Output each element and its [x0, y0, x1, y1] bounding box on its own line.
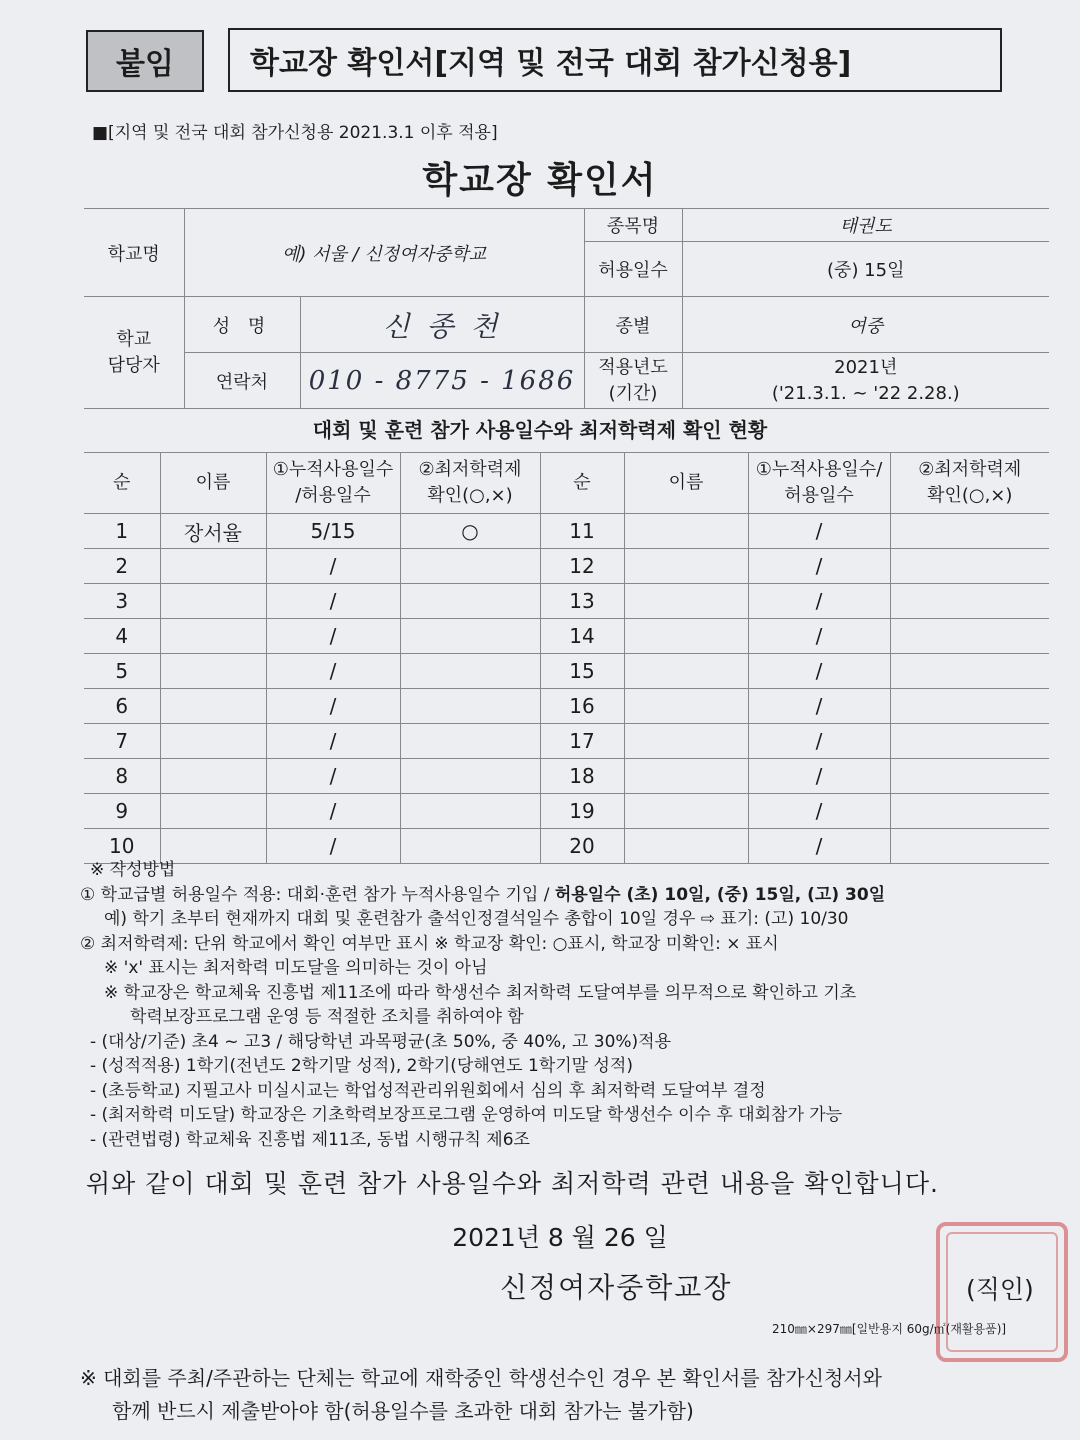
- cell-check: [400, 689, 540, 724]
- cell-name: [624, 514, 748, 549]
- notes-heading: ※ 작성방법: [90, 860, 176, 880]
- cell-no: 14: [540, 619, 624, 654]
- cell-no: 10: [84, 829, 160, 864]
- type-label: 종별: [584, 297, 682, 353]
- type-value: 여중: [682, 297, 1049, 353]
- cell-days: /: [266, 689, 400, 724]
- header-no-right: 순: [540, 453, 624, 514]
- cell-name: [160, 759, 266, 794]
- cell-days: /: [266, 654, 400, 689]
- cell-days: /: [748, 549, 890, 584]
- header-days-right: ①누적사용일수/ 허용일수: [748, 453, 890, 514]
- cell-no: 12: [540, 549, 624, 584]
- cell-no: 11: [540, 514, 624, 549]
- contact-value-handwritten: 010 - 8775 - 1686: [300, 353, 584, 409]
- year-label: 적용년도 (기간): [584, 353, 682, 409]
- paper-spec: 210㎜×297㎜[일반용지 60g/㎡(재활용품)]: [772, 1322, 1007, 1336]
- entries-table: [84, 452, 1049, 864]
- cell-name: [160, 549, 266, 584]
- cell-days: /: [266, 759, 400, 794]
- cell-days: /: [748, 724, 890, 759]
- cell-no: 3: [84, 584, 160, 619]
- note-min-academic: ② 최저학력제: 단위 학교에서 확인 여부만 표시 ※ 학교장 확인: ○표시, 학교장 미확인: × 표시: [80, 933, 779, 954]
- note-x-meaning: ※ 'x' 표시는 최저학력 미도달을 의미하는 것이 아님: [104, 958, 488, 978]
- cell-no: 2: [84, 549, 160, 584]
- cell-no: 5: [84, 654, 160, 689]
- table-row: [84, 584, 1049, 619]
- cell-days: /: [266, 549, 400, 584]
- detail-not-reached: - (최저학력 미도달) 학교장은 기초학력보장프로그램 운영하여 미도달 학생선수 이수 후 대회참가 가능: [90, 1105, 843, 1125]
- detail-target: - (대상/기준) 초4 ~ 고3 / 해당학년 과목평균(초 50%, 중 40%, 고 30%)적용: [90, 1031, 672, 1052]
- table-row: [84, 689, 1049, 724]
- cell-days: /: [266, 724, 400, 759]
- footer-line-1: ※ 대회를 주최/주관하는 단체는 학교에 재학중인 학생선수인 경우 본 확인서를 참가신청서와: [80, 1366, 882, 1390]
- table-row: [84, 514, 1049, 549]
- cell-check: [890, 584, 1049, 619]
- header-check-right: ②최저학력제 확인(○,×): [890, 453, 1049, 514]
- cell-check: ○: [400, 514, 540, 549]
- cell-check: [890, 759, 1049, 794]
- header-check: ②최저학력제 확인(○,×): [400, 453, 540, 514]
- cell-no: 1: [84, 514, 160, 549]
- cell-check: [890, 794, 1049, 829]
- cell-days: /: [748, 759, 890, 794]
- cell-no: 17: [540, 724, 624, 759]
- cell-days: /: [748, 689, 890, 724]
- cell-name: [160, 619, 266, 654]
- confirmation-statement: 위와 같이 대회 및 훈련 참가 사용일수와 최저학력 관련 내용을 확인합니다.: [86, 1169, 939, 1198]
- cell-check: [890, 549, 1049, 584]
- section-title: 대회 및 훈련 참가 사용일수와 최저학력제 확인 현황: [312, 418, 768, 442]
- cell-name: [160, 794, 266, 829]
- cell-name: [160, 654, 266, 689]
- cell-name: [160, 724, 266, 759]
- cell-name: [624, 794, 748, 829]
- detail-elementary: - (초등학교) 지필고사 미실시교는 학업성적관리위원회에서 심의 후 최저학력 도달여부 결정: [90, 1080, 766, 1101]
- cell-name: [624, 654, 748, 689]
- cell-no: 8: [84, 759, 160, 794]
- cell-check: [890, 619, 1049, 654]
- table-row: [84, 794, 1049, 829]
- note-principal-duty-cont: 학력보장프로그램 운영 등 적절한 조치를 취하여야 함: [130, 1007, 524, 1027]
- cell-no: 7: [84, 724, 160, 759]
- info-table: [84, 208, 1049, 409]
- cell-check: [890, 654, 1049, 689]
- footer-line-2: 함께 반드시 제출받아야 함(허용일수를 초과한 대회 참가는 불가함): [112, 1399, 694, 1423]
- header-days: ①누적사용일수 /허용일수: [266, 453, 400, 514]
- apply-note: ■[지역 및 전국 대회 참가신청용 2021.3.1 이후 적용]: [92, 123, 498, 143]
- staff-label: 학교 담당자: [84, 297, 184, 409]
- cell-no: 13: [540, 584, 624, 619]
- cell-days: /: [266, 829, 400, 864]
- name-value-handwritten: 신 종 천: [300, 297, 584, 353]
- cell-days: /: [748, 654, 890, 689]
- note-principal-duty: ※ 학교장은 학교체육 진흥법 제11조에 따라 학생선수 최저학력 도달여부를 의무적으로 확인하고 기초: [104, 982, 857, 1003]
- cell-no: 4: [84, 619, 160, 654]
- cell-no: 9: [84, 794, 160, 829]
- cell-no: 6: [84, 689, 160, 724]
- cell-check: [400, 724, 540, 759]
- cell-no: 15: [540, 654, 624, 689]
- allowed-days-label: 허용일수: [584, 242, 682, 297]
- contact-label: 연락처: [184, 353, 300, 409]
- cell-name: [160, 689, 266, 724]
- sport-value: 태권도: [682, 209, 1049, 242]
- cell-days: /: [748, 514, 890, 549]
- cell-name: [624, 584, 748, 619]
- table-row: [84, 759, 1049, 794]
- seal-label: (직인): [966, 1275, 1034, 1304]
- cell-check: [890, 724, 1049, 759]
- cell-name: [624, 549, 748, 584]
- note-allowed-days-example: 예) 학기 초부터 현재까지 대회 및 훈련참가 출석인정결석일수 총합이 10일 경우 ⇨ 표기: (고) 10/30: [104, 909, 849, 929]
- cell-check: [890, 514, 1049, 549]
- cell-name: [160, 584, 266, 619]
- footer-note: [80, 1362, 1040, 1428]
- cell-days: /: [266, 584, 400, 619]
- cell-days: /: [266, 794, 400, 829]
- cell-check: [400, 549, 540, 584]
- cell-check: [400, 619, 540, 654]
- cell-days: 5/15: [266, 514, 400, 549]
- year-cell: [682, 353, 1049, 409]
- detail-grades: - (성적적용) 1학기(전년도 2학기말 성적), 2학기(당해연도 1학기말 성적): [90, 1056, 633, 1076]
- cell-days: /: [748, 794, 890, 829]
- header-no: 순: [84, 453, 160, 514]
- cell-days: /: [266, 619, 400, 654]
- document-title-box: 학교장 확인서[지역 및 전국 대회 참가신청용]: [228, 28, 1002, 92]
- signer-name: 신정여자중학교장: [500, 1271, 733, 1304]
- cell-name: 장서율: [160, 514, 266, 549]
- table-row: [84, 619, 1049, 654]
- school-value: 예) 서울 / 신정여자중학교: [184, 209, 584, 297]
- period-value: ('21.3.1. ~ '22 2.28.): [771, 382, 960, 404]
- cell-days: /: [748, 829, 890, 864]
- instructions: [80, 858, 1055, 1152]
- header-name-right: 이름: [624, 453, 748, 514]
- note-allowed-days: ① 학교급별 허용일수 적용: 대회·훈련 참가 누적사용일수 기입 / 허용일수 (초) 10일, (중) 15일, (고) 30일: [80, 884, 886, 905]
- cell-check: [400, 759, 540, 794]
- cell-check: [400, 584, 540, 619]
- year-value: 2021년: [834, 356, 898, 378]
- cell-days: /: [748, 584, 890, 619]
- cell-check: [400, 794, 540, 829]
- header-name: 이름: [160, 453, 266, 514]
- cell-name: [624, 689, 748, 724]
- table-row: [84, 724, 1049, 759]
- cell-name: [624, 619, 748, 654]
- sport-label: 종목명: [584, 209, 682, 242]
- cell-check: [400, 654, 540, 689]
- main-title: 학교장 확인서: [422, 160, 658, 201]
- attachment-tag: 붙임: [86, 30, 204, 92]
- cell-days: /: [748, 619, 890, 654]
- signature-date: 2021년 8 월 26 일: [452, 1223, 668, 1252]
- cell-no: 16: [540, 689, 624, 724]
- table-row: [84, 549, 1049, 584]
- cell-no: 18: [540, 759, 624, 794]
- detail-laws: - (관련법령) 학교체육 진흥법 제11조, 동법 시행규칙 제6조: [90, 1129, 530, 1150]
- cell-no: 20: [540, 829, 624, 864]
- cell-check: [890, 689, 1049, 724]
- allowed-days-value: (중) 15일: [682, 242, 1049, 297]
- cell-name: [624, 724, 748, 759]
- cell-no: 19: [540, 794, 624, 829]
- name-label: 성 명: [184, 297, 300, 353]
- cell-name: [624, 759, 748, 794]
- table-row: [84, 654, 1049, 689]
- school-label: 학교명: [84, 209, 184, 297]
